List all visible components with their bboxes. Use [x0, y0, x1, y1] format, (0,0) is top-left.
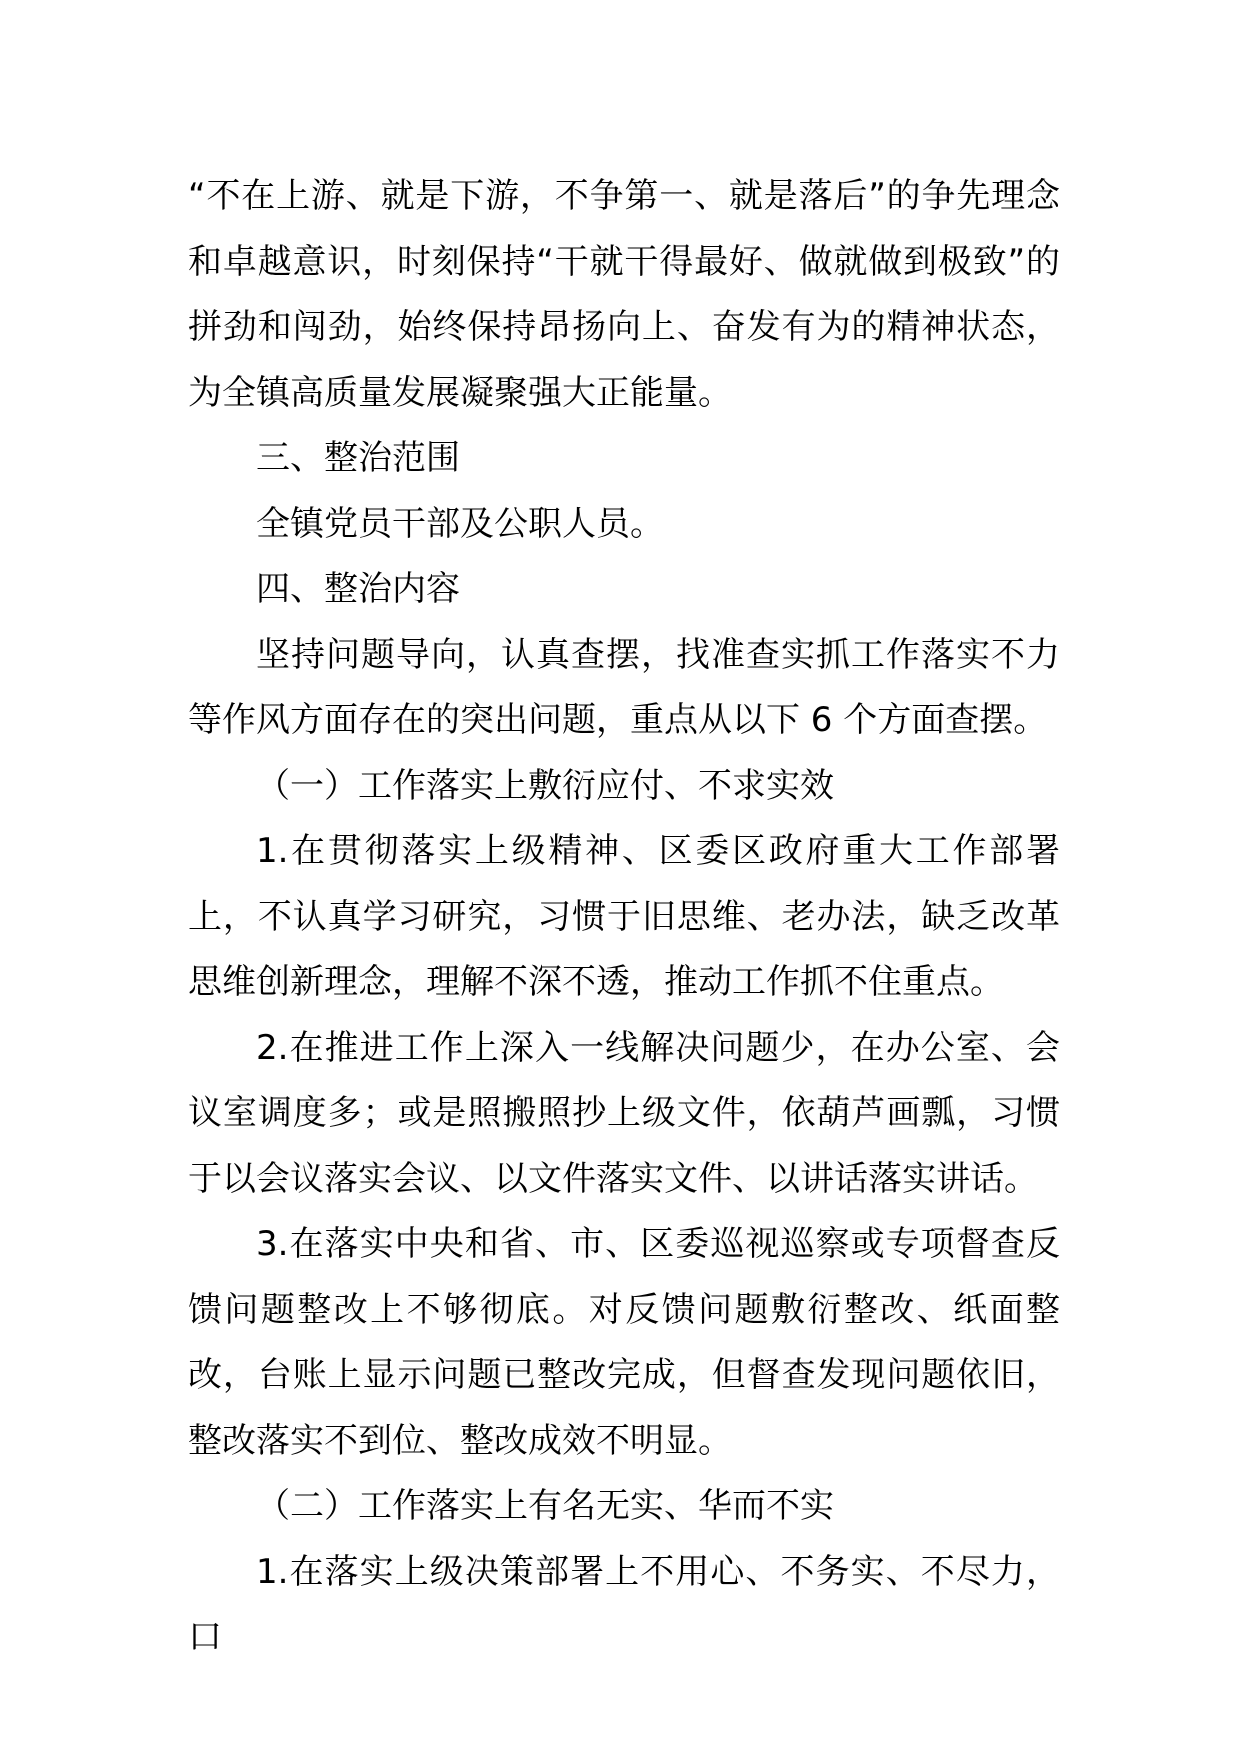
list-item-2-1: 1.在落实上级决策部署上不用心、不务实、不尽力，口 [188, 1551, 1060, 1657]
paragraph-content-intro: 坚持问题导向，认真查摆，找准查实抓工作落实不力等作风方面存在的突出问题，重点从以下 6 个方面查摆。 [188, 634, 1060, 740]
list-item-1-1: 1.在贯彻落实上级精神、区委区政府重大工作部署上，不认真学习研究，习惯于旧思维、老办法，缺乏改革思维创新理念，理解不深不透，推动工作抓不住重点。 [188, 831, 1060, 1002]
subheading-2: （二）工作落实上有名无实、华而不实 [256, 1486, 834, 1526]
subheading-1: （一）工作落实上敷衍应付、不求实效 [256, 765, 834, 806]
document-body [188, 164, 1060, 1671]
list-item-1-2: 2.在推进工作上深入一线解决问题少，在办公室、会议室调度多；或是照搬照抄上级文件，依葫芦画瓢，习惯于以会议落实会议、以文件落实文件、以讲话落实讲话。 [188, 1027, 1060, 1199]
paragraph-intro-continuation: “不在上游、就是下游，不争第一、就是落后”的争先理念和卓越意识，时刻保持“干就干得最好、做就做到极致”的拼劲和闯劲，始终保持昂扬向上、奋发有为的精神状态，为全镇高质量发展凝聚强大正能量。 [188, 176, 1060, 413]
section-heading-scope: 三、整治范围 [256, 438, 460, 478]
section-heading-content: 四、整治内容 [256, 569, 460, 609]
list-item-1-3: 3.在落实中央和省、市、区委巡视巡察或专项督查反馈问题整改上不够彻底。对反馈问题敷衍整改、纸面整改，台账上显示问题已整改完成，但督查发现问题依旧，整改落实不到位、整改成效不明显。 [188, 1224, 1060, 1461]
paragraph-scope: 全镇党员干部及公职人员。 [256, 503, 664, 544]
